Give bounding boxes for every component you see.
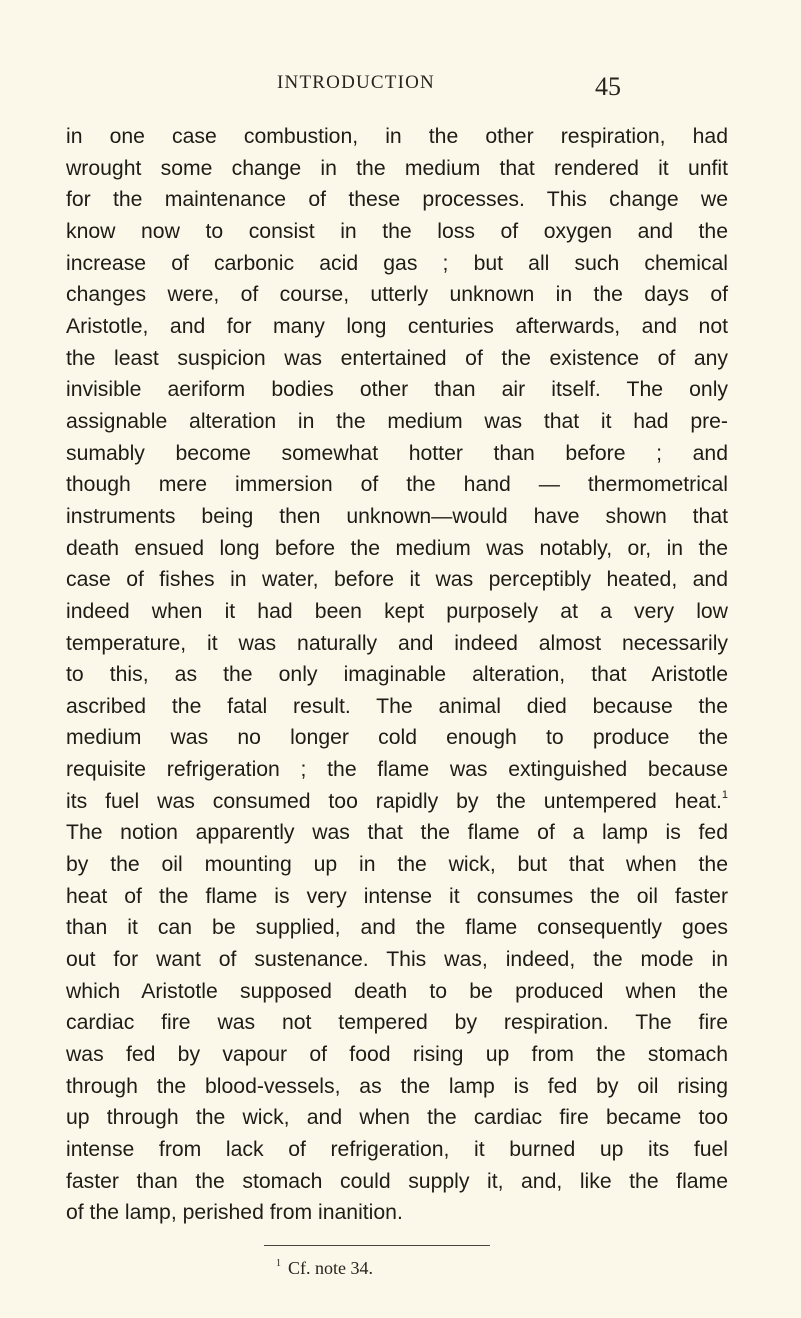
text-line: Aristotle, and for many long centuries afterwards, and not [66,314,728,338]
text-line: increase of carbonic acid gas ; but all such chemical [66,251,728,275]
text-line: indeed when it had been kept purposely at a very low [66,599,728,623]
text-line: intense from lack of refrigeration, it burned up its fuel [66,1138,728,1161]
text-line: of the lamp, perished from inanition. [66,1201,403,1225]
text-line: though mere immersion of the hand — thermometrical [66,473,728,497]
text-line: by the oil mounting up in the wick, but that when the [66,853,728,877]
text-line: heat of the flame is very intense it consumes the oil faster [66,884,728,908]
text-line: cardiac fire was not tempered by respiration. The fire [66,1011,728,1035]
footnote-marker: 1 [276,1258,281,1269]
text-line: to this, as the only imaginable alteration, that Aristotle [66,663,728,687]
text-line: changes were, of course, utterly unknown in the days of [66,283,728,307]
footnote-divider [264,1245,490,1246]
text-line: temperature, it was naturally and indeed almost necessarily [66,631,728,655]
text-line: than it can be supplied, and the flame consequently goes [66,916,728,940]
text-line: assignable alteration in the medium was that it had pre- [66,409,728,433]
page-number: 45 [595,72,621,101]
text-line: in one case combustion, in the other respiration, had [66,125,728,148]
text-line: instruments being then unknown—would have shown that [66,504,728,528]
text-line: up through the wick, and when the cardiac fire became too [66,1106,728,1130]
text-line: wrought some change in the medium that rendered it unfit [66,156,728,180]
text-line: invisible aeriform bodies other than air itself. The only [66,378,728,402]
text-line: death ensued long before the medium was notably, or, in the [66,536,728,560]
footnote-reference: 1 [721,788,728,801]
text-line: requisite refrigeration ; the flame was extinguished because [66,758,728,782]
text-line: through the blood-vessels, as the lamp is fed by oil rising [66,1074,728,1098]
text-line: the least suspicion was entertained of the existence of any [66,346,728,370]
text-line: which Aristotle supposed death to be produced when the [66,979,728,1003]
text-line-content: its fuel was consumed too rapidly by the untempered heat. [66,789,722,813]
running-title: INTRODUCTION [277,72,435,93]
text-line: for the maintenance of these processes. This change we [66,188,728,212]
text-line-with-footnote [66,786,728,818]
text-line: know now to consist in the loss of oxygen and the [66,219,728,243]
text-line: case of fishes in water, before it was perceptibly heated, and [66,568,728,592]
text-line: faster than the stomach could supply it, and, like the flame [66,1169,728,1193]
text-line: medium was no longer cold enough to produce the [66,726,728,750]
text-line: sumably become somewhat hotter than before ; and [66,441,728,465]
text-line: was fed by vapour of food rising up from the stomach [66,1043,728,1067]
text-line: out for want of sustenance. This was, indeed, the mode in [66,948,728,972]
text-line: The notion apparently was that the flame of a lamp is fed [66,821,728,845]
footnote [276,1252,373,1280]
footnote-text: Cf. note 34. [288,1258,373,1278]
text-line: ascribed the fatal result. The animal died because the [66,694,728,718]
main-text-block [66,121,728,1229]
